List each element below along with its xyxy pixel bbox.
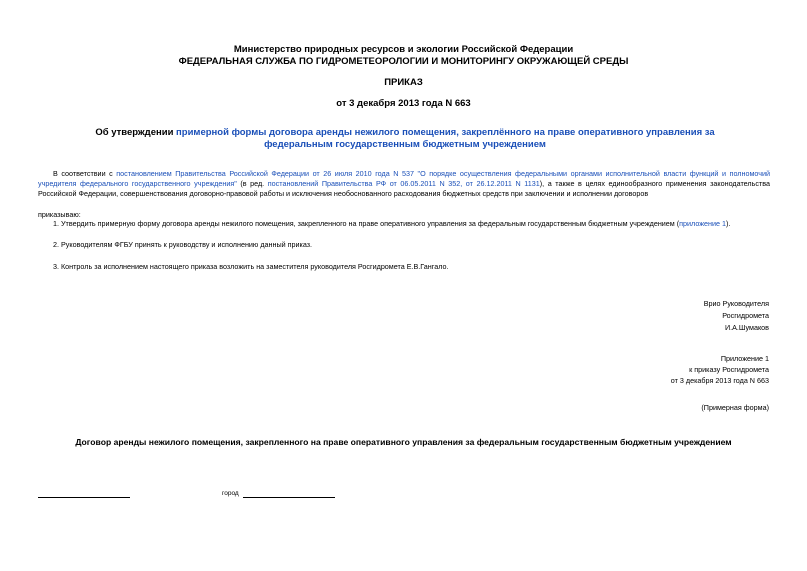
form-label: (Примерная форма) bbox=[701, 403, 769, 412]
appendix-date: от 3 декабря 2013 года N 663 bbox=[670, 376, 769, 385]
signature-position: Врио Руководителя bbox=[703, 299, 769, 308]
preamble-text-3: ), а также в целях единообразного применения законодательства Российской Федерации, совершенствования договорно-правовой работы и исключения необоснованного расходования бюджетных средств при заключении и исполнении договоров bbox=[38, 179, 770, 198]
subject-link[interactable]: примерной формы договора аренды нежилого помещения, закреплённого на праве оперативного управления за федеральным государственным бюджетным учреждением bbox=[176, 127, 715, 150]
header-block bbox=[0, 44, 807, 68]
order-item-3: 3. Контроль за исполнением настоящего приказа возложить на заместителя руководителя Росгидромета Е.В.Гангало. bbox=[53, 262, 449, 271]
preamble-text-2: (в ред. bbox=[236, 179, 268, 188]
document-type: ПРИКАЗ bbox=[384, 77, 423, 88]
signature-org: Росгидромета bbox=[722, 311, 769, 320]
resolutions-amendment-link[interactable]: постановлений Правительства РФ от 06.05.2011 N 352, от 26.12.2011 N 1131 bbox=[267, 179, 540, 188]
service-name: ФЕДЕРАЛЬНАЯ СЛУЖБА ПО ГИДРОМЕТЕОРОЛОГИИ И МОНИТОРИНГУ ОКРУЖАЮЩЕЙ СРЕДЫ bbox=[178, 56, 629, 67]
order-word: приказываю: bbox=[38, 210, 81, 219]
document-date: от 3 декабря 2013 года N 663 bbox=[336, 98, 471, 109]
subject-prefix: Об утверждении bbox=[95, 127, 177, 138]
appendix-title: Приложение 1 bbox=[720, 354, 769, 363]
item-1-end: ). bbox=[726, 219, 731, 228]
contract-title: Договор аренды нежилого помещения, закрепленного на праве оперативного управления за федеральным государственным бюджетным учреждением bbox=[75, 437, 732, 447]
preamble-paragraph bbox=[38, 169, 770, 199]
city-blank-line bbox=[243, 497, 335, 498]
date-blank-line bbox=[38, 497, 130, 498]
order-item-1 bbox=[53, 219, 730, 229]
preamble-text-1: В соответствии с bbox=[53, 169, 117, 178]
order-item-2: 2. Руководителям ФГБУ принять к руководству и исполнению данный приказ. bbox=[53, 240, 313, 249]
signature-name: И.А.Шумаков bbox=[724, 323, 769, 332]
item-1-text: 1. Утвердить примерную форму договора аренды нежилого помещения, закрепленного на праве оперативного управления за федеральным государственным бюджетным учреждением ( bbox=[53, 219, 680, 228]
appendix-1-link[interactable]: приложение 1 bbox=[679, 219, 727, 228]
signature-block bbox=[704, 298, 769, 334]
appendix-header bbox=[671, 353, 769, 386]
appendix-to-order: к приказу Росгидромета bbox=[689, 365, 769, 374]
resolution-537-link[interactable]: постановлением Правительства Российской Федерации от 26 июля 2010 года N 537 "О порядке осуществления федеральными органами исполнительной власти функций и полномочий учредителя федерального государственного учреждения" bbox=[38, 169, 770, 188]
city-label: город bbox=[222, 490, 239, 497]
ministry-name: Министерство природных ресурсов и экологии Российской Федерации bbox=[233, 44, 574, 55]
document-subject bbox=[80, 127, 730, 151]
